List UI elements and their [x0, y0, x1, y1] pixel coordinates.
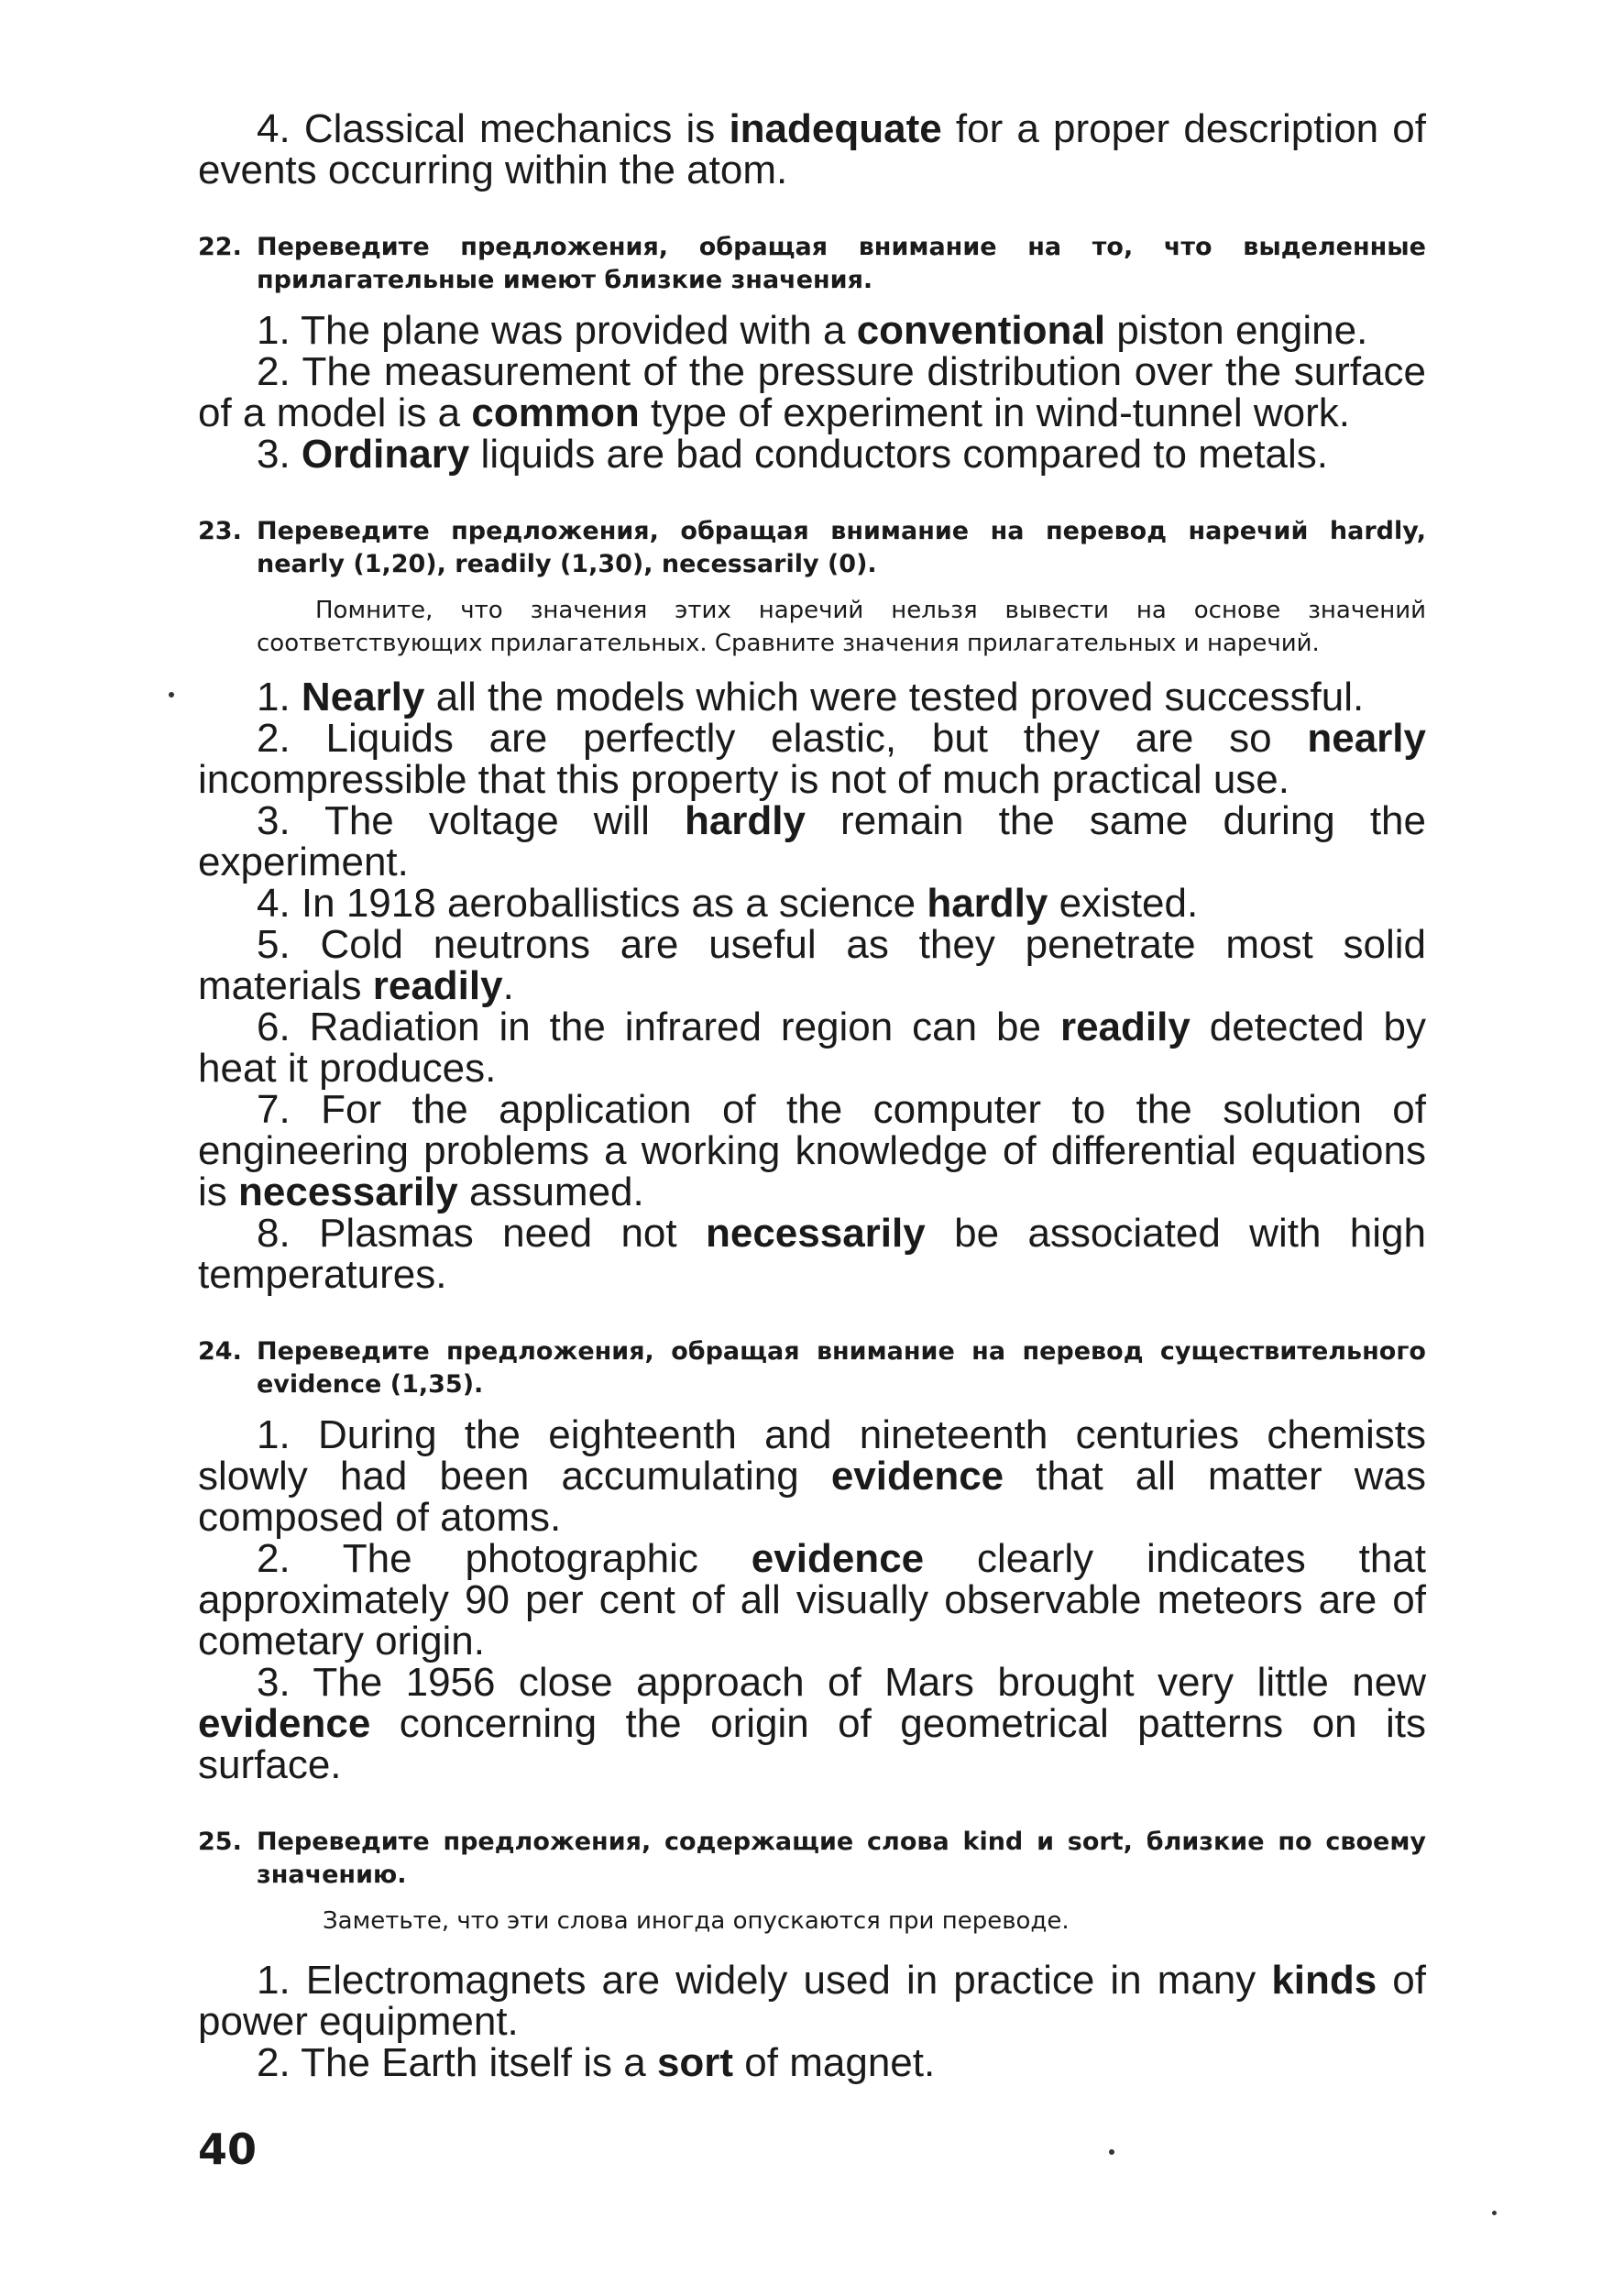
exercise-sentence — [198, 1089, 1426, 1213]
sentence-text: of power equipment. — [198, 1958, 1427, 2044]
highlighted-word: readily — [1059, 1005, 1191, 1049]
sentence-text: clearly indicates that approximately 90 per cent of all visually observable meteors are of cometary origin. — [198, 1536, 1426, 1664]
highlighted-word: Nearly — [301, 675, 425, 719]
sentence-text: of magnet. — [733, 2040, 936, 2085]
sentence-text: incompressible that this property is not of much practical use. — [198, 757, 1289, 802]
task-number: 25. — [198, 1828, 242, 1856]
task-instruction: Переведите предложения, содержащие слова kind и sort, близкие по своему значению. — [257, 1828, 1426, 1889]
sentence-text: 7. For the application of the computer to the solution of engineering problems a working knowledge of differential equations is — [198, 1087, 1426, 1214]
print-speck — [169, 692, 174, 697]
highlighted-word: evidence — [830, 1454, 1004, 1499]
exercise-sentence — [198, 2042, 1426, 2083]
sentence-text: be associated with high temperatures. — [198, 1211, 1426, 1297]
highlighted-word: inadequate — [729, 106, 942, 151]
book-page — [198, 108, 1426, 2083]
highlighted-word: kinds — [1271, 1958, 1377, 2003]
task-note: Помните, что значения этих наречий нельзя вывести на основе значений соответствующих прилагательных. Сравните значения прилагательных и наречий. — [257, 597, 1426, 657]
highlighted-word: necessarily — [238, 1169, 458, 1214]
sentence-text: 2. The measurement of the pressure distribution over the surface of a model is a — [198, 349, 1426, 435]
highlighted-word: necessarily — [705, 1211, 926, 1256]
highlighted-word: common — [471, 390, 640, 435]
sentence-text: . — [502, 963, 514, 1008]
sentence-text: type of experiment in wind-tunnel work. — [639, 390, 1350, 435]
highlighted-word: conventional — [856, 308, 1106, 353]
exercise-sentence — [198, 1213, 1426, 1295]
exercise-sentence — [198, 1006, 1426, 1089]
exercise-sentence — [198, 310, 1426, 351]
sentence-text: 3. The 1956 close approach of Mars brought very little new — [257, 1660, 1426, 1705]
sentence-text: 5. Cold neutrons are useful as they penetrate most solid materials — [198, 922, 1426, 1008]
sentence-text: 3. — [257, 432, 302, 477]
sentence-text: 6. Radiation in the infrared region can be — [257, 1005, 1060, 1049]
sentence-text: existed. — [1048, 881, 1199, 926]
task-instruction: Переведите предложения, обращая внимание на перевод наречий hardly, nearly (1,20), readily (1,30), necessarily (0). — [257, 517, 1426, 578]
exercise-sentence — [198, 1414, 1426, 1538]
sentence-text: 2. Liquids are perfectly elastic, but they are so — [257, 716, 1308, 761]
task-number: 23. — [198, 517, 242, 545]
exercise-sentence — [198, 676, 1426, 718]
task-heading — [198, 1826, 1426, 1892]
task-note: Заметьте, что эти слова иногда опускаются при переводе. — [323, 1907, 1070, 1935]
task-instruction: Переведите предложения, обращая внимание на то, что выделенные прилагательные имеют близкие значения. — [257, 233, 1426, 294]
sentence-text: 1. During the eighteenth and nineteenth centuries chemists slowly had been accumulating — [198, 1412, 1426, 1499]
sentence-text: all the models which were tested proved successful. — [424, 675, 1365, 719]
task-heading — [198, 231, 1426, 297]
sentence-text: liquids are bad conductors compared to metals. — [469, 432, 1329, 477]
highlighted-word: nearly — [1307, 716, 1426, 761]
sentence-text: 2. The Earth itself is a — [257, 2040, 657, 2085]
highlighted-word: Ordinary — [301, 432, 470, 477]
highlighted-word: readily — [372, 963, 503, 1008]
sentence-text: concerning the origin of geometrical patterns on its surface. — [198, 1701, 1426, 1787]
sentence-text: for a proper description of events occurring within the atom. — [198, 106, 1426, 192]
task-number: 24. — [198, 1337, 242, 1366]
task-heading — [198, 1335, 1426, 1401]
exercise-sentence — [198, 718, 1426, 800]
exercise-sentence — [198, 924, 1426, 1006]
print-speck — [1492, 2211, 1497, 2215]
sentence-text: detected by heat it produces. — [198, 1005, 1426, 1091]
sentence-text: 4. In 1918 aeroballistics as a science — [257, 881, 927, 926]
exercise-sentence — [198, 351, 1426, 434]
page-number: 40 — [198, 2125, 258, 2174]
exercise-sentence — [198, 1960, 1426, 2042]
task-heading — [198, 515, 1426, 581]
exercise-sentence — [198, 800, 1426, 883]
sentence-text: that all matter was composed of atoms. — [198, 1454, 1426, 1540]
task-number: 22. — [198, 233, 242, 261]
sentence-text: remain the same during the experiment. — [198, 798, 1426, 884]
exercise-sentence — [198, 1662, 1426, 1785]
task-instruction: Переведите предложения, обращая внимание на перевод существительного evidence (1,35). — [257, 1337, 1426, 1399]
sentence-text: 1. The plane was provided with a — [257, 308, 857, 353]
sentence-text: 8. Plasmas need not — [257, 1211, 706, 1256]
highlighted-word: evidence — [751, 1536, 925, 1581]
sentence-text: assumed. — [457, 1169, 644, 1214]
sentence-text: 1. Electromagnets are widely used in practice in many — [257, 1958, 1272, 2003]
sentence-text: 2. The photographic — [257, 1536, 752, 1581]
exercise-sentence — [198, 883, 1426, 924]
exercise-sentence — [198, 108, 1426, 191]
sentence-text: 3. The voltage will — [257, 798, 685, 843]
sentence-text: 4. Classical mechanics is — [257, 106, 730, 151]
highlighted-word: evidence — [198, 1701, 371, 1746]
highlighted-word: sort — [656, 2040, 734, 2085]
exercise-sentence — [198, 434, 1426, 475]
highlighted-word: hardly — [684, 798, 806, 843]
exercise-sentence — [198, 1538, 1426, 1662]
highlighted-word: hardly — [927, 881, 1048, 926]
print-speck — [1109, 2149, 1114, 2155]
sentence-text: 1. — [257, 675, 302, 719]
sentence-text: piston engine. — [1105, 308, 1368, 353]
